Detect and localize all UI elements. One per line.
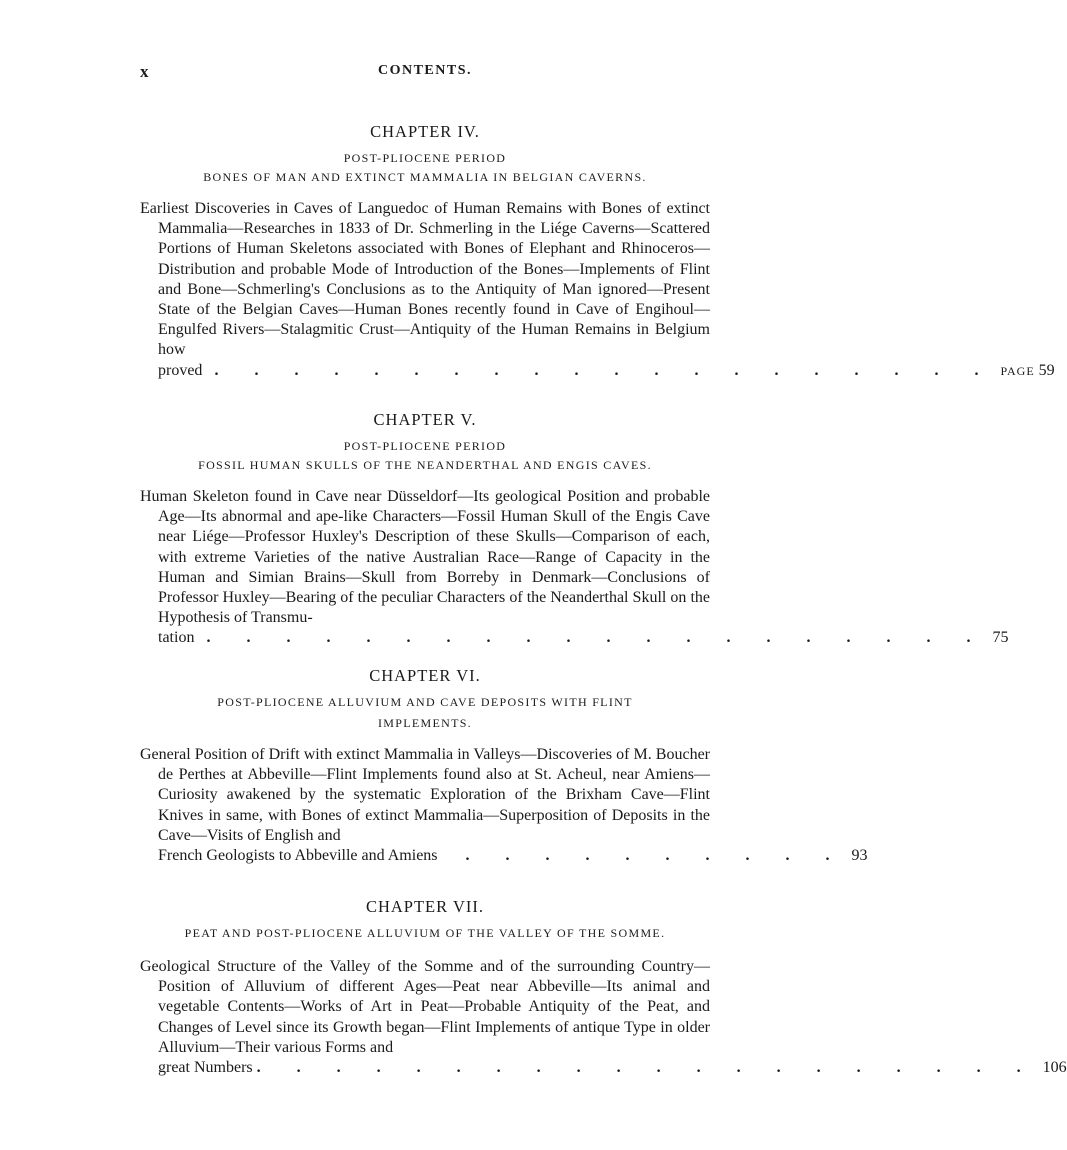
summary-text: Human Skeleton found in Cave near Düsseldorf—Its geological Position and probable Age—Its abnormal and ape-like Characters—Fossil Human Skull of the Engis Cave near Liége—Professor Huxley's Description of these Skulls—Comparison of each, with extreme Varieties of the native Australian Race—Range of Capacity in the Human and Simian Brains—Skull from Borreby in Denmark—Conclusions of Professor Huxley—Bearing of the peculiar Characters of the Neanderthal Skull on the Hypothesis of Transmu- [140, 488, 710, 627]
chapter-summary [140, 199, 710, 361]
running-title: CONTENTS. [377, 63, 473, 78]
page-number: 106 [1042, 1059, 1067, 1077]
dot-leader: . . . . . . . . . . . . . . . . . . . . [256, 1059, 1037, 1077]
chapter-v-entry [140, 410, 1009, 649]
summary-last-word: tation [158, 629, 195, 647]
chapter-title: CHAPTER VII. [365, 897, 485, 916]
chapter-summary [140, 487, 710, 628]
page-number: 93 [851, 847, 868, 865]
chapter-subject: POST-PLIOCENE ALLUVIUM AND CAVE DEPOSITS WITH FLINT [217, 695, 633, 709]
chapter-subject: BONES OF MAN AND EXTINCT MAMMALIA IN BELGIAN CAVERNS. [203, 170, 647, 184]
chapter-period: POST-PLIOCENE PERIOD [343, 439, 507, 453]
page-number: 59 [1038, 361, 1055, 379]
chapter-vii-entry [140, 897, 1067, 1078]
dot-leader: . . . . . . . . . . . . . . . . . . . . [214, 361, 995, 379]
chapter-subject: FOSSIL HUMAN SKULLS OF THE NEANDERTHAL AND ENGIS CAVES. [198, 458, 652, 472]
summary-last-word: proved [158, 361, 203, 379]
chapter-subject-continued: IMPLEMENTS. [378, 716, 472, 730]
summary-last-line [140, 846, 868, 866]
dot-leader: . . . . . . . . . . . . . . . . . . . . [206, 629, 987, 647]
chapter-iv-entry [140, 122, 1055, 381]
chapter-vi-entry [140, 666, 868, 866]
page-number: 75 [992, 629, 1009, 647]
summary-last-line [140, 628, 1009, 648]
summary-last-word: French Geologists to Abbeville and Amiens [158, 847, 438, 865]
chapter-summary [140, 745, 710, 846]
page-ref [994, 361, 1054, 381]
dot-leader: . . . . . . . . . . [465, 847, 846, 865]
chapter-title: CHAPTER IV. [370, 122, 480, 141]
chapter-subject: PEAT AND POST-PLIOCENE ALLUVIUM OF THE VALLEY OF THE SOMME. [184, 926, 666, 940]
summary-last-line [140, 361, 1055, 381]
summary-text: General Position of Drift with extinct Mammalia in Valleys—Discoveries of M. Boucher de Perthes at Abbeville—Flint Implements found also at St. Acheul, near Amiens—Curiosity awakened by the systematic Exploration of the Brixham Cave—Flint Knives in same, with Bones of extinct Mammalia—Superposition of Deposits in the Cave—Visits of English and [140, 746, 710, 844]
summary-last-word: great Numbers [158, 1059, 253, 1077]
chapter-title: CHAPTER VI. [369, 666, 481, 685]
page-folio: x [140, 62, 150, 81]
summary-text: Geological Structure of the Valley of the Somme and of the surrounding Country—Position of Alluvium of different Ages—Peat near Abbeville—Its animal and vegetable Contents—Works of Art in Peat—Probable Antiquity of the Peat, and Changes of Level since its Growth began—Flint Implements of antique Type in older Alluvium—Their various Forms and [140, 958, 710, 1056]
summary-text: Earliest Discoveries in Caves of Languedoc of Human Remains with Bones of extinct Mammalia—Researches in 1833 of Dr. Schmerling in the Liége Caverns—Scattered Portions of Human Skeletons associated with Bones of Elephant and Rhinoceros—Distribution and probable Mode of Introduction of the Bones—Implements of Flint and Bone—Schmerling's Conclusions as to the Antiquity of Man ignored—Present State of the Belgian Caves—Human Bones recently found in Cave of Engihoul—Engulfed Rivers—Stalagmitic Crust—Antiquity of the Human Remains in Belgium how [140, 200, 710, 359]
page-label: PAGE [1000, 363, 1035, 378]
chapter-title: CHAPTER V. [373, 410, 477, 429]
summary-last-line [140, 1058, 1067, 1078]
chapter-period: POST-PLIOCENE PERIOD [343, 151, 507, 165]
chapter-summary [140, 957, 710, 1058]
running-head [140, 62, 710, 84]
